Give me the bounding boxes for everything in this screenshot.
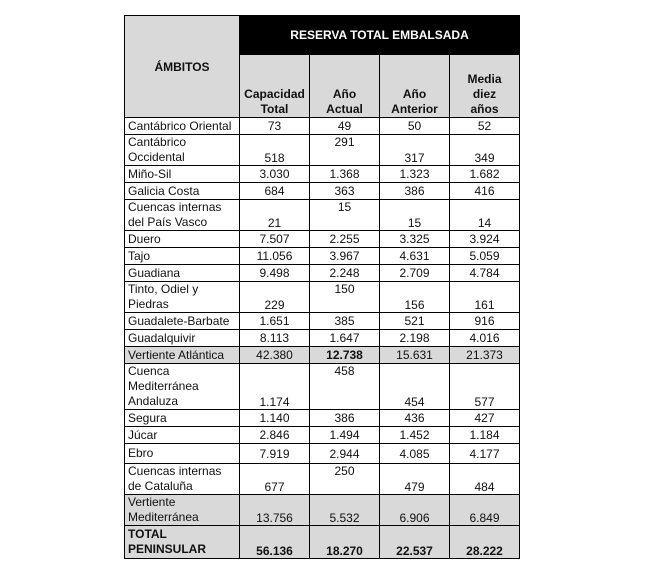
cell-ano-anterior: 15 [380, 200, 450, 231]
cell-media: 5.059 [450, 248, 520, 265]
cell-capacidad: 7.919 [240, 444, 310, 464]
cell-capacidad: 684 [240, 183, 310, 200]
cell-ano-actual: 250 [310, 464, 380, 495]
col-header-capacidad: Capacidad Total [240, 55, 310, 118]
row-name: Guadalquivir [125, 330, 240, 347]
cell-capacidad: 1.174 [240, 364, 310, 410]
cell-ano-actual: 12.738 [310, 347, 380, 364]
row-name: Vertiente Mediterránea [125, 495, 240, 526]
table-row [125, 410, 520, 427]
row-name: Vertiente Atlántica [125, 347, 240, 364]
table-row [125, 464, 520, 495]
cell-media: 1.184 [450, 427, 520, 444]
cell-ano-anterior: 22.537 [380, 526, 450, 559]
cell-ano-actual: 1.647 [310, 330, 380, 347]
cell-media: 28.222 [450, 526, 520, 559]
cell-ano-actual: 363 [310, 183, 380, 200]
table-row [125, 444, 520, 464]
table-row [125, 118, 520, 135]
table-row [125, 495, 520, 526]
cell-ano-anterior: 4.085 [380, 444, 450, 464]
cell-media: 484 [450, 464, 520, 495]
cell-media: 52 [450, 118, 520, 135]
row-name: Cantábrico Oriental [125, 118, 240, 135]
cell-ano-anterior: 156 [380, 282, 450, 313]
table-row [125, 526, 520, 559]
cell-media: 3.924 [450, 231, 520, 248]
col-header-ano-anterior: Año Anterior [380, 55, 450, 118]
table-row [125, 364, 520, 410]
cell-ano-anterior: 521 [380, 313, 450, 330]
cell-ano-actual: 18.270 [310, 526, 380, 559]
table-row [125, 265, 520, 282]
row-name: Cantábrico Occidental [125, 135, 240, 166]
cell-ano-anterior: 386 [380, 183, 450, 200]
cell-ano-actual: 2.248 [310, 265, 380, 282]
cell-ano-anterior: 1.452 [380, 427, 450, 444]
row-name: Segura [125, 410, 240, 427]
col-header-media: Media diez años [450, 55, 520, 118]
cell-ano-actual: 3.967 [310, 248, 380, 265]
table-row [125, 183, 520, 200]
cell-capacidad: 677 [240, 464, 310, 495]
cell-media: 1.682 [450, 166, 520, 183]
table-row [125, 248, 520, 265]
row-name: Miño-Sil [125, 166, 240, 183]
row-name: Duero [125, 231, 240, 248]
col-header-ano-actual: Año Actual [310, 55, 380, 118]
cell-ano-anterior: 2.198 [380, 330, 450, 347]
table-row [125, 313, 520, 330]
cell-capacidad: 56.136 [240, 526, 310, 559]
row-name: Guadiana [125, 265, 240, 282]
table-row [125, 347, 520, 364]
row-name: Galicia Costa [125, 183, 240, 200]
cell-capacidad: 7.507 [240, 231, 310, 248]
cell-media: 916 [450, 313, 520, 330]
reservoir-table [124, 15, 520, 559]
cell-ano-anterior: 6.906 [380, 495, 450, 526]
cell-ano-actual: 150 [310, 282, 380, 313]
cell-capacidad: 13.756 [240, 495, 310, 526]
cell-capacidad: 518 [240, 135, 310, 166]
cell-capacidad: 21 [240, 200, 310, 231]
cell-ano-actual: 1.494 [310, 427, 380, 444]
cell-media: 4.784 [450, 265, 520, 282]
row-name: TOTAL PENINSULAR [125, 526, 240, 559]
cell-ano-anterior: 1.323 [380, 166, 450, 183]
cell-ano-actual: 1.368 [310, 166, 380, 183]
cell-ano-actual: 385 [310, 313, 380, 330]
row-name: Júcar [125, 427, 240, 444]
cell-media: 4.016 [450, 330, 520, 347]
cell-media: 416 [450, 183, 520, 200]
table-row [125, 135, 520, 166]
cell-capacidad: 73 [240, 118, 310, 135]
cell-capacidad: 1.140 [240, 410, 310, 427]
cell-media: 21.373 [450, 347, 520, 364]
row-name: Cuenca Mediterránea Andaluza [125, 364, 240, 410]
row-header-ambitos: ÁMBITOS [125, 16, 240, 118]
cell-capacidad: 9.498 [240, 265, 310, 282]
cell-ano-actual: 2.944 [310, 444, 380, 464]
cell-ano-actual: 458 [310, 364, 380, 410]
cell-media: 6.849 [450, 495, 520, 526]
row-name: Guadalete-Barbate [125, 313, 240, 330]
row-name: Tinto, Odiel y Piedras [125, 282, 240, 313]
cell-capacidad: 1.651 [240, 313, 310, 330]
cell-capacidad: 3.030 [240, 166, 310, 183]
group-header: RESERVA TOTAL EMBALSADA [240, 16, 520, 55]
cell-media: 577 [450, 364, 520, 410]
cell-ano-anterior: 2.709 [380, 265, 450, 282]
cell-ano-actual: 2.255 [310, 231, 380, 248]
cell-ano-actual: 291 [310, 135, 380, 166]
cell-ano-actual: 49 [310, 118, 380, 135]
cell-capacidad: 229 [240, 282, 310, 313]
cell-ano-actual: 15 [310, 200, 380, 231]
cell-media: 4.177 [450, 444, 520, 464]
cell-ano-anterior: 15.631 [380, 347, 450, 364]
cell-ano-actual: 5.532 [310, 495, 380, 526]
table-row [125, 427, 520, 444]
cell-media: 161 [450, 282, 520, 313]
table-row [125, 282, 520, 313]
cell-ano-anterior: 4.631 [380, 248, 450, 265]
table-row [125, 166, 520, 183]
cell-media: 349 [450, 135, 520, 166]
table-row [125, 200, 520, 231]
cell-media: 427 [450, 410, 520, 427]
cell-ano-anterior: 479 [380, 464, 450, 495]
cell-ano-anterior: 50 [380, 118, 450, 135]
cell-capacidad: 2.846 [240, 427, 310, 444]
cell-ano-anterior: 317 [380, 135, 450, 166]
cell-ano-anterior: 436 [380, 410, 450, 427]
row-name: Tajo [125, 248, 240, 265]
cell-capacidad: 42.380 [240, 347, 310, 364]
cell-ano-anterior: 454 [380, 364, 450, 410]
table-row [125, 330, 520, 347]
row-name: Cuencas internas del País Vasco [125, 200, 240, 231]
cell-media: 14 [450, 200, 520, 231]
row-name: Ebro [125, 444, 240, 464]
cell-ano-actual: 386 [310, 410, 380, 427]
row-name: Cuencas internas de Cataluña [125, 464, 240, 495]
cell-ano-anterior: 3.325 [380, 231, 450, 248]
table-row [125, 231, 520, 248]
cell-capacidad: 8.113 [240, 330, 310, 347]
cell-capacidad: 11.056 [240, 248, 310, 265]
